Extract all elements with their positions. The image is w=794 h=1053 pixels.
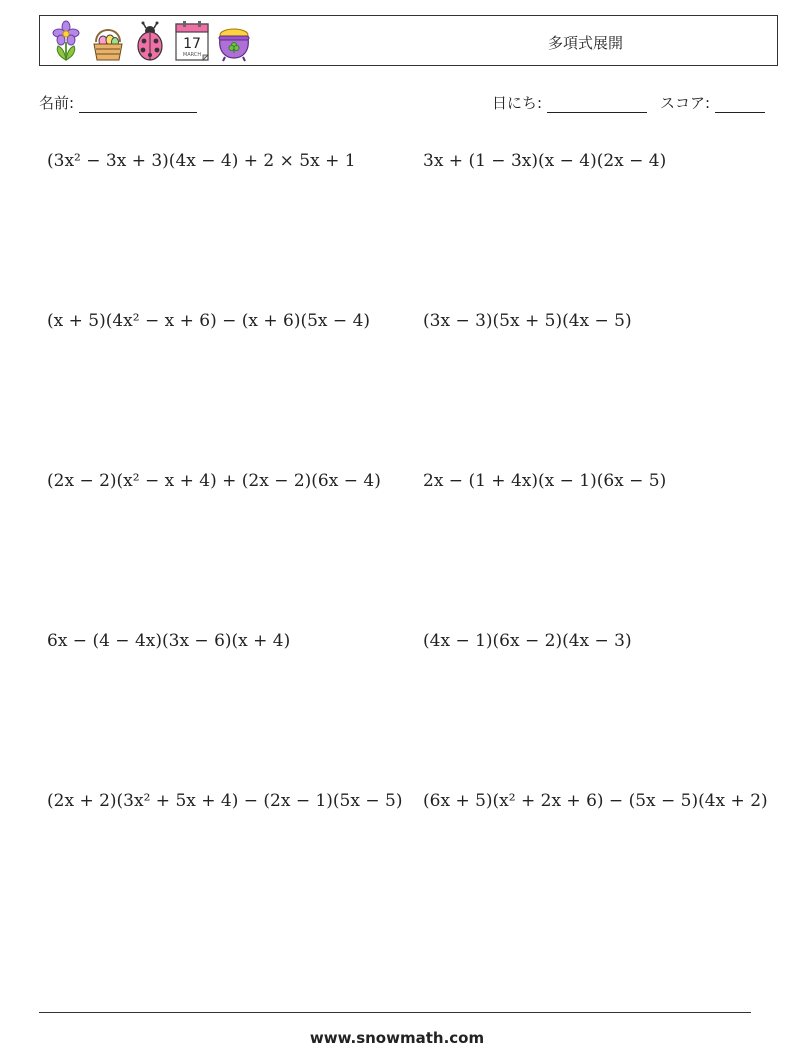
problem-5: (2x − 2)(x² − x + 4) + (2x − 2)(6x − 4)	[47, 471, 381, 491]
problem-7: 6x − (4 − 4x)(3x − 6)(x + 4)	[47, 631, 291, 651]
score-label: スコア:	[660, 94, 711, 112]
score-field	[660, 92, 765, 113]
pot-of-gold-icon	[216, 20, 252, 62]
ladybug-icon	[132, 20, 168, 62]
svg-text:MARCH: MARCH	[182, 52, 202, 58]
date-field	[492, 92, 647, 113]
date-label: 日にち:	[492, 94, 543, 112]
header-box	[39, 15, 778, 66]
page-title: 多項式展開	[548, 34, 624, 52]
easter-basket-icon	[90, 20, 126, 62]
problem-1: (3x² − 3x + 3)(4x − 4) + 2 × 5x + 1	[47, 151, 356, 171]
flower-icon	[48, 20, 84, 62]
svg-text:17: 17	[183, 36, 201, 52]
problem-3: (x + 5)(4x² − x + 6) − (x + 6)(5x − 4)	[47, 311, 371, 331]
header-icons	[48, 20, 252, 62]
date-blank[interactable]	[547, 96, 647, 113]
calendar-icon	[174, 20, 210, 62]
problem-10: (6x + 5)(x² + 2x + 6) − (5x − 5)(4x + 2)	[423, 791, 768, 811]
problem-8: (4x − 1)(6x − 2)(4x − 3)	[423, 631, 632, 651]
name-label: 名前:	[39, 94, 75, 112]
name-blank[interactable]	[79, 96, 197, 113]
problem-6: 2x − (1 + 4x)(x − 1)(6x − 5)	[423, 471, 667, 491]
footer-divider	[39, 1012, 751, 1013]
problem-2: 3x + (1 − 3x)(x − 4)(2x − 4)	[423, 151, 667, 171]
score-blank[interactable]	[715, 96, 765, 113]
problem-4: (3x − 3)(5x + 5)(4x − 5)	[423, 311, 632, 331]
footer-url[interactable]: www.snowmath.com	[309, 1029, 485, 1047]
problem-9: (2x + 2)(3x² + 5x + 4) − (2x − 1)(5x − 5)	[47, 791, 403, 811]
name-field	[39, 92, 197, 113]
